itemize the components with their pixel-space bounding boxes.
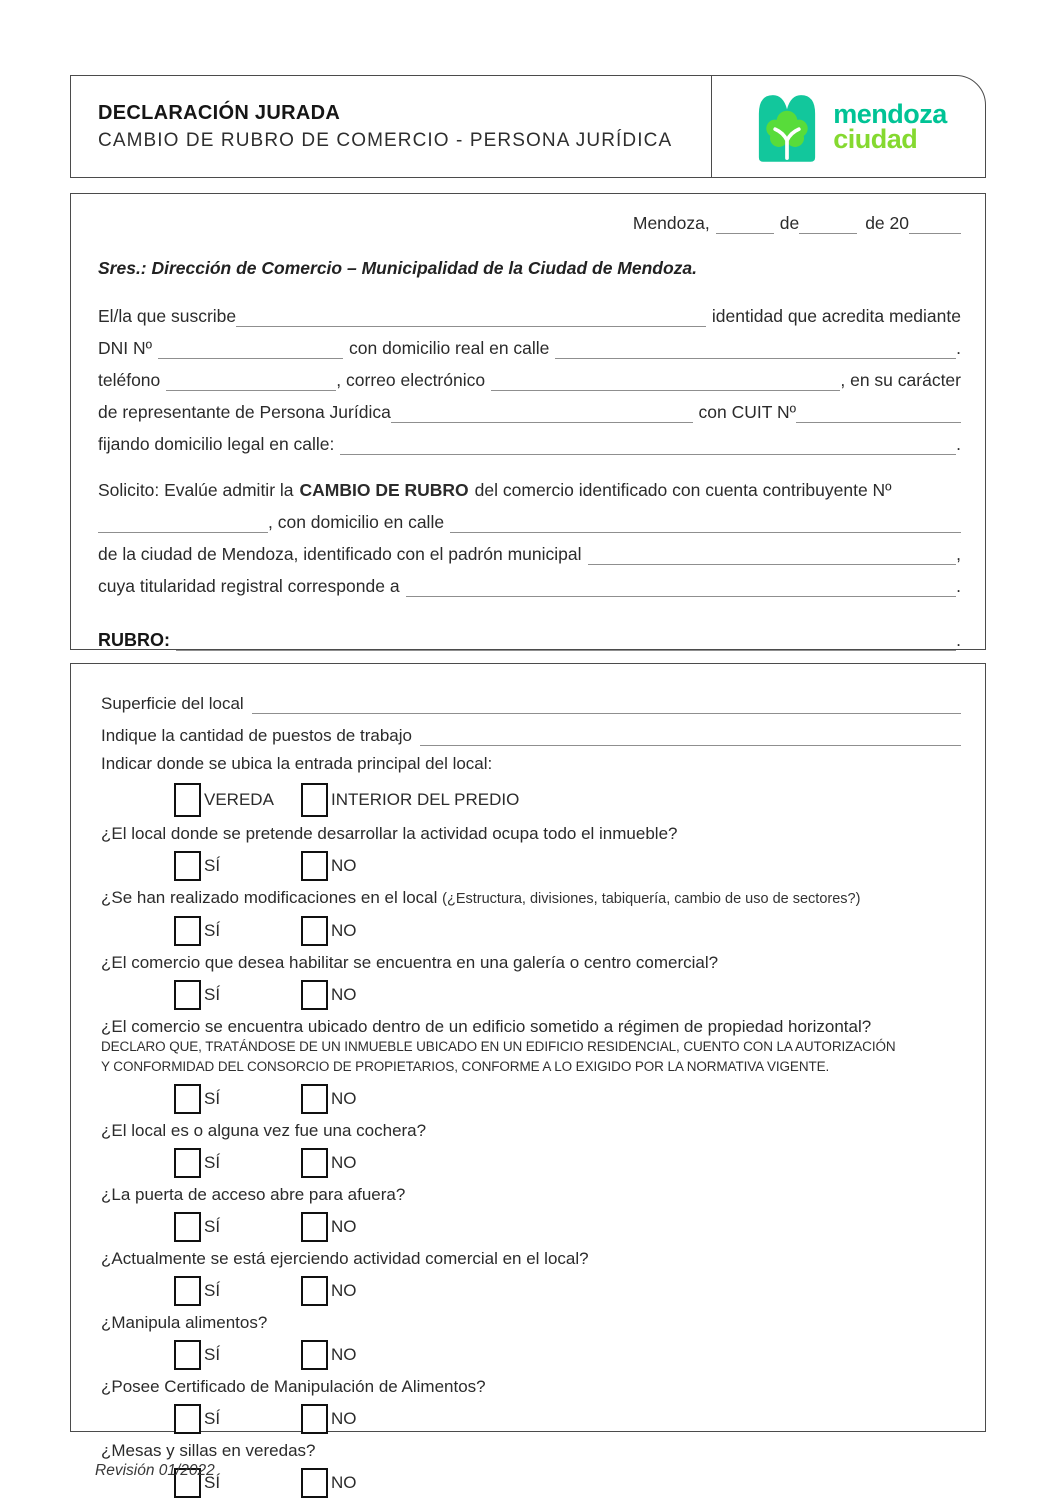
padron-field[interactable] [588, 564, 957, 565]
yes-label: SÍ [204, 1345, 221, 1364]
logo-word-ciudad: ciudad [833, 123, 918, 154]
titularidad-field[interactable] [406, 596, 957, 597]
interior-predio-checkbox[interactable] [301, 783, 328, 817]
correo-field[interactable] [491, 390, 840, 391]
jobs-field[interactable] [420, 745, 961, 746]
suscribe-label: El/la que suscribe [98, 306, 237, 326]
yes-checkbox[interactable] [174, 1212, 201, 1242]
yes-checkbox[interactable] [174, 851, 201, 881]
question-text: ¿Se han realizado modificaciones en el local (¿Estructura, divisiones, tabiquería, cambio de uso de sectores?) [101, 888, 861, 907]
vereda-checkbox[interactable] [174, 783, 201, 817]
rubro-line [98, 617, 961, 651]
form-line [98, 565, 961, 597]
question-block [101, 824, 961, 883]
date-month-field[interactable] [799, 233, 857, 234]
declaration-box [70, 193, 986, 650]
yes-label: SÍ [204, 1473, 221, 1492]
no-checkbox[interactable] [301, 851, 328, 881]
yes-no-row [174, 1402, 961, 1436]
page-title: DECLARACIÓN JURADA [98, 102, 341, 124]
question-block [101, 1017, 961, 1116]
no-label: NO [331, 1153, 357, 1172]
rubro-label: RUBRO: [98, 630, 170, 650]
line-period: . [956, 434, 961, 454]
line-comma: , [956, 544, 961, 564]
cuenta-contribuyente-label: del comercio identificado con cuenta contribuyente Nº [474, 480, 892, 500]
date-line [98, 210, 961, 234]
yes-label: SÍ [204, 1217, 221, 1236]
telefono-field[interactable] [166, 390, 336, 391]
logo-word-mendoza: mendoza [833, 98, 947, 129]
applicant-paragraph [98, 295, 961, 455]
date-city-label: Mendoza, [632, 213, 710, 233]
interior-predio-label: INTERIOR DEL PREDIO [331, 790, 520, 809]
domicilio-real-field[interactable] [555, 358, 956, 359]
question-block [101, 888, 961, 948]
titularidad-label: cuya titularidad registral corresponde a [98, 576, 400, 596]
question-text: ¿El local es o alguna vez fue una cochera? [101, 1121, 427, 1140]
no-checkbox[interactable] [301, 916, 328, 946]
dni-field[interactable] [158, 358, 343, 359]
date-year-field[interactable] [909, 233, 961, 234]
question-text: ¿El comercio se encuentra ubicado dentro de un edificio sometido a régimen de propiedad horizontal? [101, 1017, 872, 1036]
page-subtitle: CAMBIO DE RUBRO DE COMERCIO - PERSONA JURÍDICA [98, 130, 673, 151]
no-label: NO [331, 1281, 357, 1300]
yes-label: SÍ [204, 1153, 221, 1172]
rubro-field[interactable] [176, 650, 956, 651]
no-label: NO [331, 985, 357, 1004]
header-title-area [71, 76, 711, 177]
question-text: ¿El comercio que desea habilitar se encuentra en una galería o centro comercial? [101, 953, 719, 972]
no-checkbox[interactable] [301, 1084, 328, 1114]
surface-line [101, 682, 961, 714]
dni-label: DNI Nº [98, 338, 153, 358]
request-paragraph [98, 469, 961, 597]
yes-no-row [174, 1082, 961, 1116]
mendoza-ciudad-logo-icon [750, 90, 824, 164]
no-checkbox[interactable] [301, 1212, 328, 1242]
form-line [98, 469, 961, 501]
yes-no-row [174, 914, 961, 948]
question-block [101, 1377, 961, 1436]
revision-note: Revisión 01/2022 [95, 1462, 215, 1479]
logo-area [711, 76, 985, 177]
questions-list [101, 824, 961, 1500]
yes-checkbox[interactable] [174, 980, 201, 1010]
surface-label: Superficie del local [101, 694, 244, 713]
question-text: ¿Posee Certificado de Manipulación de Alimentos? [101, 1377, 486, 1396]
cuit-label: con CUIT Nº [698, 402, 796, 422]
cuenta-contribuyente-field[interactable] [98, 532, 268, 533]
yes-checkbox[interactable] [174, 1340, 201, 1370]
form-line [98, 423, 961, 455]
yes-label: SÍ [204, 1409, 221, 1428]
cambio-rubro-label: CAMBIO DE RUBRO [299, 480, 469, 500]
yes-label: SÍ [204, 1281, 221, 1300]
no-checkbox[interactable] [301, 1468, 328, 1498]
question-block [101, 1121, 961, 1180]
no-label: NO [331, 1345, 357, 1364]
yes-label: SÍ [204, 1089, 221, 1108]
no-checkbox[interactable] [301, 1148, 328, 1178]
yes-no-row [174, 978, 961, 1012]
no-checkbox[interactable] [301, 1340, 328, 1370]
form-line [98, 295, 961, 327]
correo-label: , correo electrónico [336, 370, 486, 390]
yes-checkbox[interactable] [174, 1084, 201, 1114]
header-box [70, 75, 986, 178]
domicilio-comercio-label: , con domicilio en calle [268, 512, 445, 532]
date-sep1-label: de [779, 213, 800, 233]
jobs-label: Indique la cantidad de puestos de trabajo [101, 726, 412, 745]
no-checkbox[interactable] [301, 1404, 328, 1434]
caracter-label: , en su carácter [840, 370, 961, 390]
line-period: . [956, 630, 961, 650]
domicilio-legal-label: fijando domicilio legal en calle: [98, 434, 335, 454]
no-label: NO [331, 1409, 357, 1428]
question-block [101, 1185, 961, 1244]
question-text: ¿Actualmente se está ejerciendo actividad comercial en el local? [101, 1249, 589, 1268]
yes-no-row [174, 1338, 961, 1372]
form-line [98, 533, 961, 565]
form-line [98, 359, 961, 391]
no-checkbox[interactable] [301, 1276, 328, 1306]
no-label: NO [331, 1473, 357, 1492]
line-period: . [956, 338, 961, 358]
yes-no-row [174, 1146, 961, 1180]
yes-no-row [174, 849, 961, 883]
solicito-label: Solicito: Evalúe admitir la [98, 480, 294, 500]
line-period: . [956, 576, 961, 596]
entrance-choice-row [174, 780, 961, 820]
addressee-line: Sres.: Dirección de Comercio – Municipalidad de la Ciudad de Mendoza. [98, 258, 698, 278]
question-small-note: (¿Estructura, divisiones, tabiquería, cambio de uso de sectores?) [442, 891, 861, 907]
question-declaration-note: DECLARO QUE, TRATÁNDOSE DE UN INMUEBLE UBICADO EN UN EDIFICIO RESIDENCIAL, CUENTO CON LA AUTORIZACIÓN Y CONFORMIDAD DEL CONSORCIO DE PROPIETARIOS, CONFORME A LO EXIGIDO POR LA NORMATIVA VIGENTE. [101, 1039, 896, 1074]
domicilio-real-label: con domicilio real en calle [349, 338, 550, 358]
yes-checkbox[interactable] [174, 1276, 201, 1306]
yes-label: SÍ [204, 921, 221, 940]
form-line [98, 501, 961, 533]
form-line [98, 391, 961, 423]
logo-wordmark [833, 98, 947, 154]
cuit-field[interactable] [796, 422, 961, 423]
jobs-line [101, 714, 961, 746]
domicilio-comercio-field[interactable] [450, 532, 961, 533]
question-text: ¿Manipula alimentos? [101, 1313, 268, 1332]
question-text: ¿Mesas y sillas en veredas? [101, 1441, 316, 1460]
yes-label: SÍ [204, 985, 221, 1004]
question-block [101, 1313, 961, 1372]
domicilio-legal-field[interactable] [340, 454, 956, 455]
yes-no-row [174, 1274, 961, 1308]
question-block [101, 953, 961, 1012]
yes-label: SÍ [204, 856, 221, 875]
surface-field[interactable] [252, 713, 961, 714]
no-label: NO [331, 856, 357, 875]
yes-checkbox[interactable] [174, 1148, 201, 1178]
no-label: NO [331, 1089, 357, 1108]
padron-label: de la ciudad de Mendoza, identificado con el padrón municipal [98, 544, 582, 564]
question-block [101, 1249, 961, 1308]
telefono-label: teléfono [98, 370, 161, 390]
yes-no-row [174, 1210, 961, 1244]
no-checkbox[interactable] [301, 980, 328, 1010]
persona-juridica-field[interactable] [391, 422, 693, 423]
date-sep2-label: de 20 [865, 213, 909, 233]
yes-checkbox[interactable] [174, 916, 201, 946]
yes-checkbox[interactable] [174, 1404, 201, 1434]
identity-label: identidad que acredita mediante [711, 306, 961, 326]
date-day-field[interactable] [716, 233, 774, 234]
no-label: NO [331, 1217, 357, 1236]
no-label: NO [331, 921, 357, 940]
entrance-label: Indicar donde se ubica la entrada principal del local: [101, 754, 493, 773]
form-line [98, 327, 961, 359]
representante-label: de representante de Persona Jurídica [98, 402, 391, 422]
applicant-name-field[interactable] [236, 326, 706, 327]
question-text: ¿La puerta de acceso abre para afuera? [101, 1185, 406, 1204]
vereda-label: VEREDA [204, 790, 274, 809]
question-text: ¿El local donde se pretende desarrollar la actividad ocupa todo el inmueble? [101, 824, 678, 843]
